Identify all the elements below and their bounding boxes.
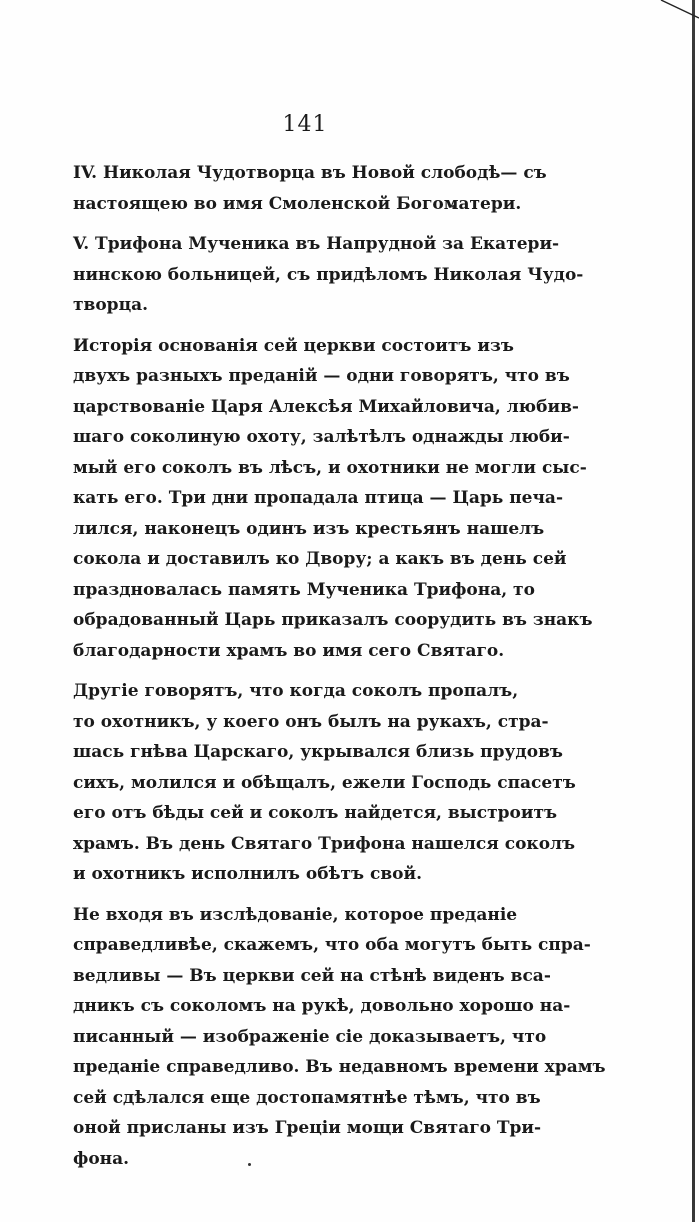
text-line: благодарности храмъ во имя сего Святаго. bbox=[73, 640, 505, 661]
text-line: царствованіе Царя Алексѣя Михайловича, любив- bbox=[73, 396, 579, 417]
text-line: Другіе говорятъ, что когда соколъ пропалъ, bbox=[73, 681, 519, 701]
text-line: храмъ. Въ день Святаго Трифона нашелся соколъ bbox=[73, 833, 576, 854]
body-text bbox=[73, 158, 606, 1184]
text-line: то охотникъ, у коего онъ былъ на рукахъ, стра- bbox=[73, 711, 549, 732]
paragraph bbox=[73, 229, 584, 321]
text-line: творца. bbox=[73, 295, 149, 315]
text-line: нинскою больницей, съ придѣломъ Николая Чудо- bbox=[73, 264, 584, 285]
text-line: его отъ бѣды сей и соколъ найдется, выстроитъ bbox=[73, 803, 558, 823]
text-line: V. Трифона Мученика въ Напрудной за Екатери- bbox=[73, 234, 560, 254]
text-line: Не входя въ изслѣдованіе, которое преданіе bbox=[73, 904, 518, 925]
text-line: фона. bbox=[73, 1148, 130, 1169]
text-line: Исторія основанія сей церкви состоитъ изъ bbox=[73, 335, 514, 356]
text-line: сокола и доставилъ ко Двору; а какъ въ день сей bbox=[73, 549, 567, 569]
text-line: мый его соколъ въ лѣсъ, и охотники не могли сыс- bbox=[73, 457, 587, 478]
text-line: оной присланы изъ Греціи мощи Святаго Три- bbox=[73, 1118, 542, 1138]
text-line: ведливы — Въ церкви сей на стѣнѣ виденъ вса- bbox=[73, 965, 551, 986]
text-line: праздновалась память Мученика Трифона, то bbox=[73, 579, 535, 600]
paragraph bbox=[73, 900, 606, 1175]
text-line: шаго соколиную охоту, залѣтѣлъ однажды люби- bbox=[73, 427, 570, 447]
text-line: обрадованный Царь приказалъ соорудить въ знакъ bbox=[73, 610, 593, 630]
text-line: лился, наконецъ одинъ изъ крестьянъ нашелъ bbox=[73, 518, 545, 539]
page-edge-shadow bbox=[692, 0, 695, 1222]
text-line: справедливѣе, скажемъ, что оба могутъ быть спра- bbox=[73, 935, 591, 955]
page-number: 141 bbox=[282, 112, 328, 137]
page-corner-fold-mark bbox=[639, 0, 699, 40]
text-line: дникъ съ соколомъ на рукѣ, довольно хорошо на- bbox=[73, 996, 571, 1016]
text-line: и охотникъ исполнилъ обѣтъ свой. bbox=[73, 864, 423, 884]
text-line: сихъ, молился и обѣщалъ, ежели Господь спасетъ bbox=[73, 772, 576, 793]
text-line: IV. Николая Чудотворца въ Новой слободѣ— съ bbox=[73, 163, 547, 183]
text-line: двухъ разныхъ преданій — одни говорятъ, что въ bbox=[73, 366, 570, 386]
text-line: сей сдѣлался еще достопамятнѣе тѣмъ, что въ bbox=[73, 1087, 541, 1108]
paragraph bbox=[73, 331, 593, 667]
text-line: преданіе справедливо. Въ недавномъ времени храмъ bbox=[73, 1057, 606, 1077]
text-line: писанный — изображеніе сіе доказываетъ, что bbox=[73, 1026, 547, 1047]
text-line: кать его. Три дни пропадала птица — Царь печа- bbox=[73, 488, 564, 508]
text-line: настоящею во имя Смоленской Богоматери. bbox=[73, 193, 522, 214]
paragraph bbox=[73, 676, 576, 890]
paragraph bbox=[73, 158, 569, 219]
text-line: шась гнѣва Царскаго, укрывался близь прудовъ bbox=[73, 742, 563, 762]
